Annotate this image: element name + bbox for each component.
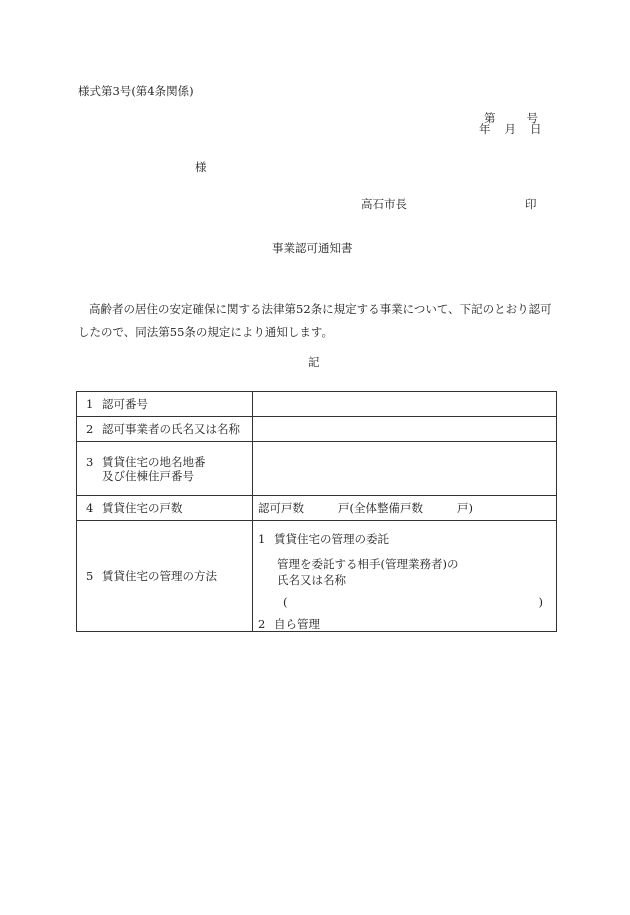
table-row	[77, 496, 557, 521]
row-label: 3 賃貸住宅の地名地番 及び住棟住戸番号	[77, 442, 253, 496]
number-suffix: 号	[526, 111, 538, 125]
row-label: 1 認可番号	[77, 392, 253, 417]
address-field[interactable]	[253, 442, 557, 496]
form-id: 様式第3号(第4条関係)	[78, 84, 194, 98]
date-year: 年	[479, 122, 491, 136]
paren-close: )	[538, 595, 543, 609]
date-month: 月	[504, 122, 516, 136]
number-prefix: 第	[484, 111, 496, 125]
option-self-managed[interactable]: 2 自ら管理	[258, 617, 320, 631]
details-table	[76, 391, 557, 632]
date-day: 日	[530, 122, 542, 136]
document-date	[479, 124, 542, 136]
document-number	[484, 104, 538, 125]
operator-name-field[interactable]	[253, 417, 557, 442]
table-row	[77, 392, 557, 417]
row-label: 5 賃貸住宅の管理の方法	[77, 521, 253, 632]
manager-caption-line1: 管理を委託する相手(管理業務者)の	[277, 557, 459, 571]
document-title: 事業認可通知書	[272, 241, 353, 255]
table-row	[77, 417, 557, 442]
paren-open: (	[283, 595, 288, 609]
ki-heading: 記	[308, 355, 320, 369]
table-row	[77, 521, 557, 632]
issuer-name: 高石市長	[361, 197, 407, 211]
body-paragraph: 高齢者の居住の安定確保に関する法律第52条に規定する事業について、下記のとおり認可したので、同法第55条の規定により通知します。	[78, 302, 552, 339]
seal-mark: 印	[525, 197, 537, 211]
management-method-cell	[253, 521, 557, 632]
unit-count-field[interactable]: 認可戸数 戸(全体整備戸数 戸)	[253, 496, 557, 521]
row-label: 4 賃貸住宅の戸数	[77, 496, 253, 521]
option-entrusted[interactable]: 1 賃貸住宅の管理の委託	[258, 532, 389, 546]
approval-number-field[interactable]	[253, 392, 557, 417]
addressee-suffix: 様	[195, 160, 207, 174]
manager-caption-line2: 氏名又は名称	[277, 573, 346, 587]
table-row	[77, 442, 557, 496]
row-label: 2 認可事業者の氏名又は名称	[77, 417, 253, 442]
